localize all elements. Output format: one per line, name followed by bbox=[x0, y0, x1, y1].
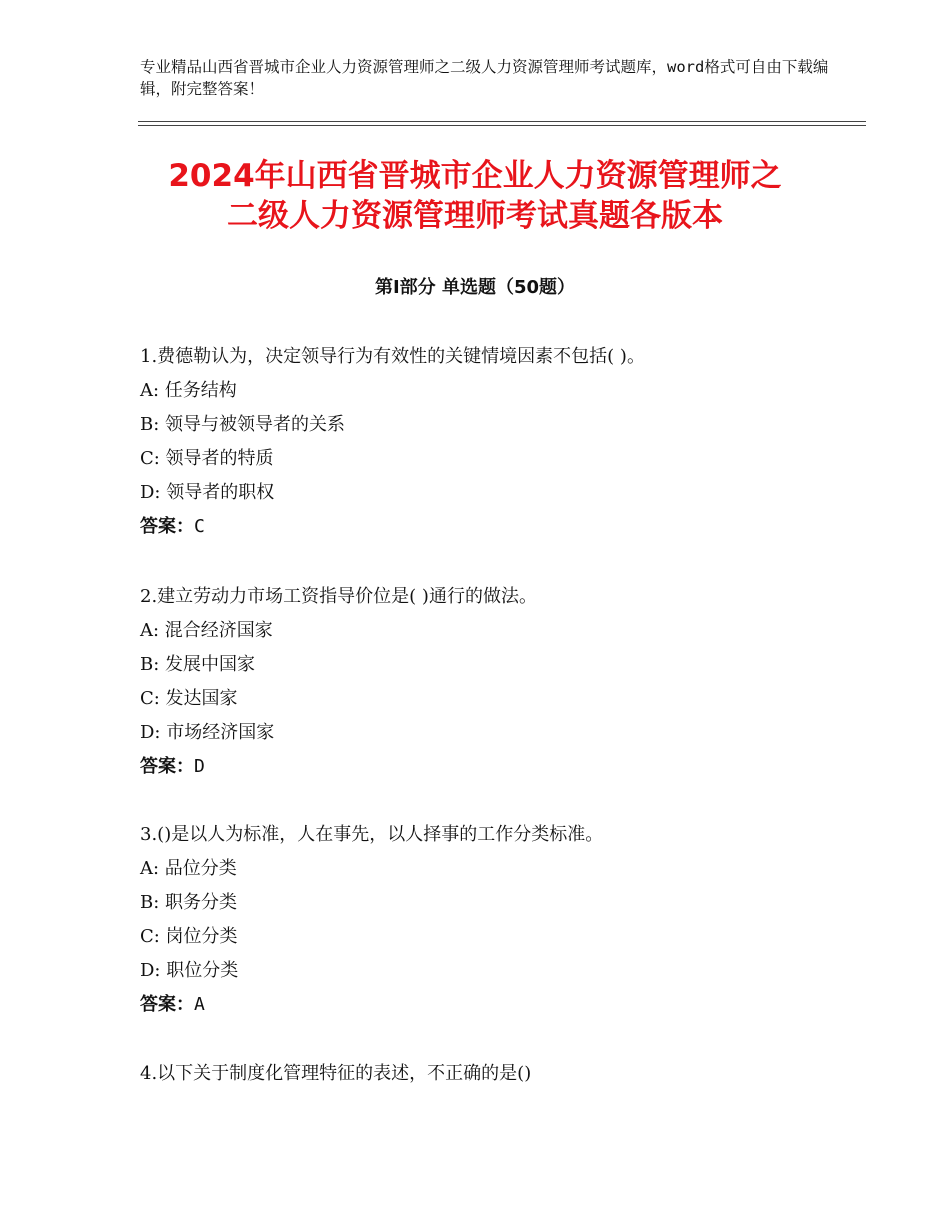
section-title: 第Ⅰ部分 单选题（50题） bbox=[374, 277, 575, 298]
question-4 bbox=[140, 1057, 860, 1091]
option-a: A: 混合经济国家 bbox=[140, 620, 273, 641]
question-text: 2.建立劳动力市场工资指导价位是( )通行的做法。 bbox=[140, 586, 537, 607]
header-divider-secondary bbox=[138, 125, 866, 126]
option-d: D: 领导者的职权 bbox=[140, 482, 275, 503]
question-text: 1.费德勒认为，决定领导行为有效性的关键情境因素不包括( )。 bbox=[140, 346, 645, 367]
question-3 bbox=[140, 818, 860, 1022]
option-b: B: 职务分类 bbox=[140, 892, 238, 913]
answer-line bbox=[140, 750, 860, 784]
answer-line bbox=[140, 988, 860, 1022]
option-c: C: 岗位分类 bbox=[140, 926, 238, 947]
option-b: B: 发展中国家 bbox=[140, 654, 256, 675]
option-d: D: 市场经济国家 bbox=[140, 722, 275, 743]
question-text: 4.以下关于制度化管理特征的表述，不正确的是() bbox=[140, 1063, 532, 1084]
answer-value: A bbox=[194, 994, 205, 1015]
option-a: A: 任务结构 bbox=[140, 380, 237, 401]
document-title bbox=[100, 156, 850, 236]
answer-label: 答案： bbox=[140, 516, 194, 537]
answer-value: C bbox=[194, 516, 205, 537]
answer-label: 答案： bbox=[140, 994, 194, 1015]
answer-line bbox=[140, 510, 860, 544]
question-2 bbox=[140, 580, 860, 784]
question-1 bbox=[140, 340, 860, 544]
option-b: B: 领导与被领导者的关系 bbox=[140, 414, 346, 435]
header-note: 专业精品山西省晋城市企业人力资源管理师之二级人力资源管理师考试题库，word格式可自由下载编辑，附完整答案！ bbox=[140, 58, 829, 98]
option-c: C: 发达国家 bbox=[140, 688, 238, 709]
option-d: D: 职位分类 bbox=[140, 960, 239, 981]
question-text: 3.()是以人为标准，人在事先，以人择事的工作分类标准。 bbox=[140, 824, 604, 845]
answer-label: 答案： bbox=[140, 756, 194, 777]
option-c: C: 领导者的特质 bbox=[140, 448, 274, 469]
answer-value: D bbox=[194, 756, 205, 777]
title-line-1: 2024年山西省晋城市企业人力资源管理师之 bbox=[168, 158, 782, 194]
title-line-2: 二级人力资源管理师考试真题各版本 bbox=[227, 198, 723, 234]
option-a: A: 品位分类 bbox=[140, 858, 237, 879]
header-divider bbox=[138, 121, 866, 122]
